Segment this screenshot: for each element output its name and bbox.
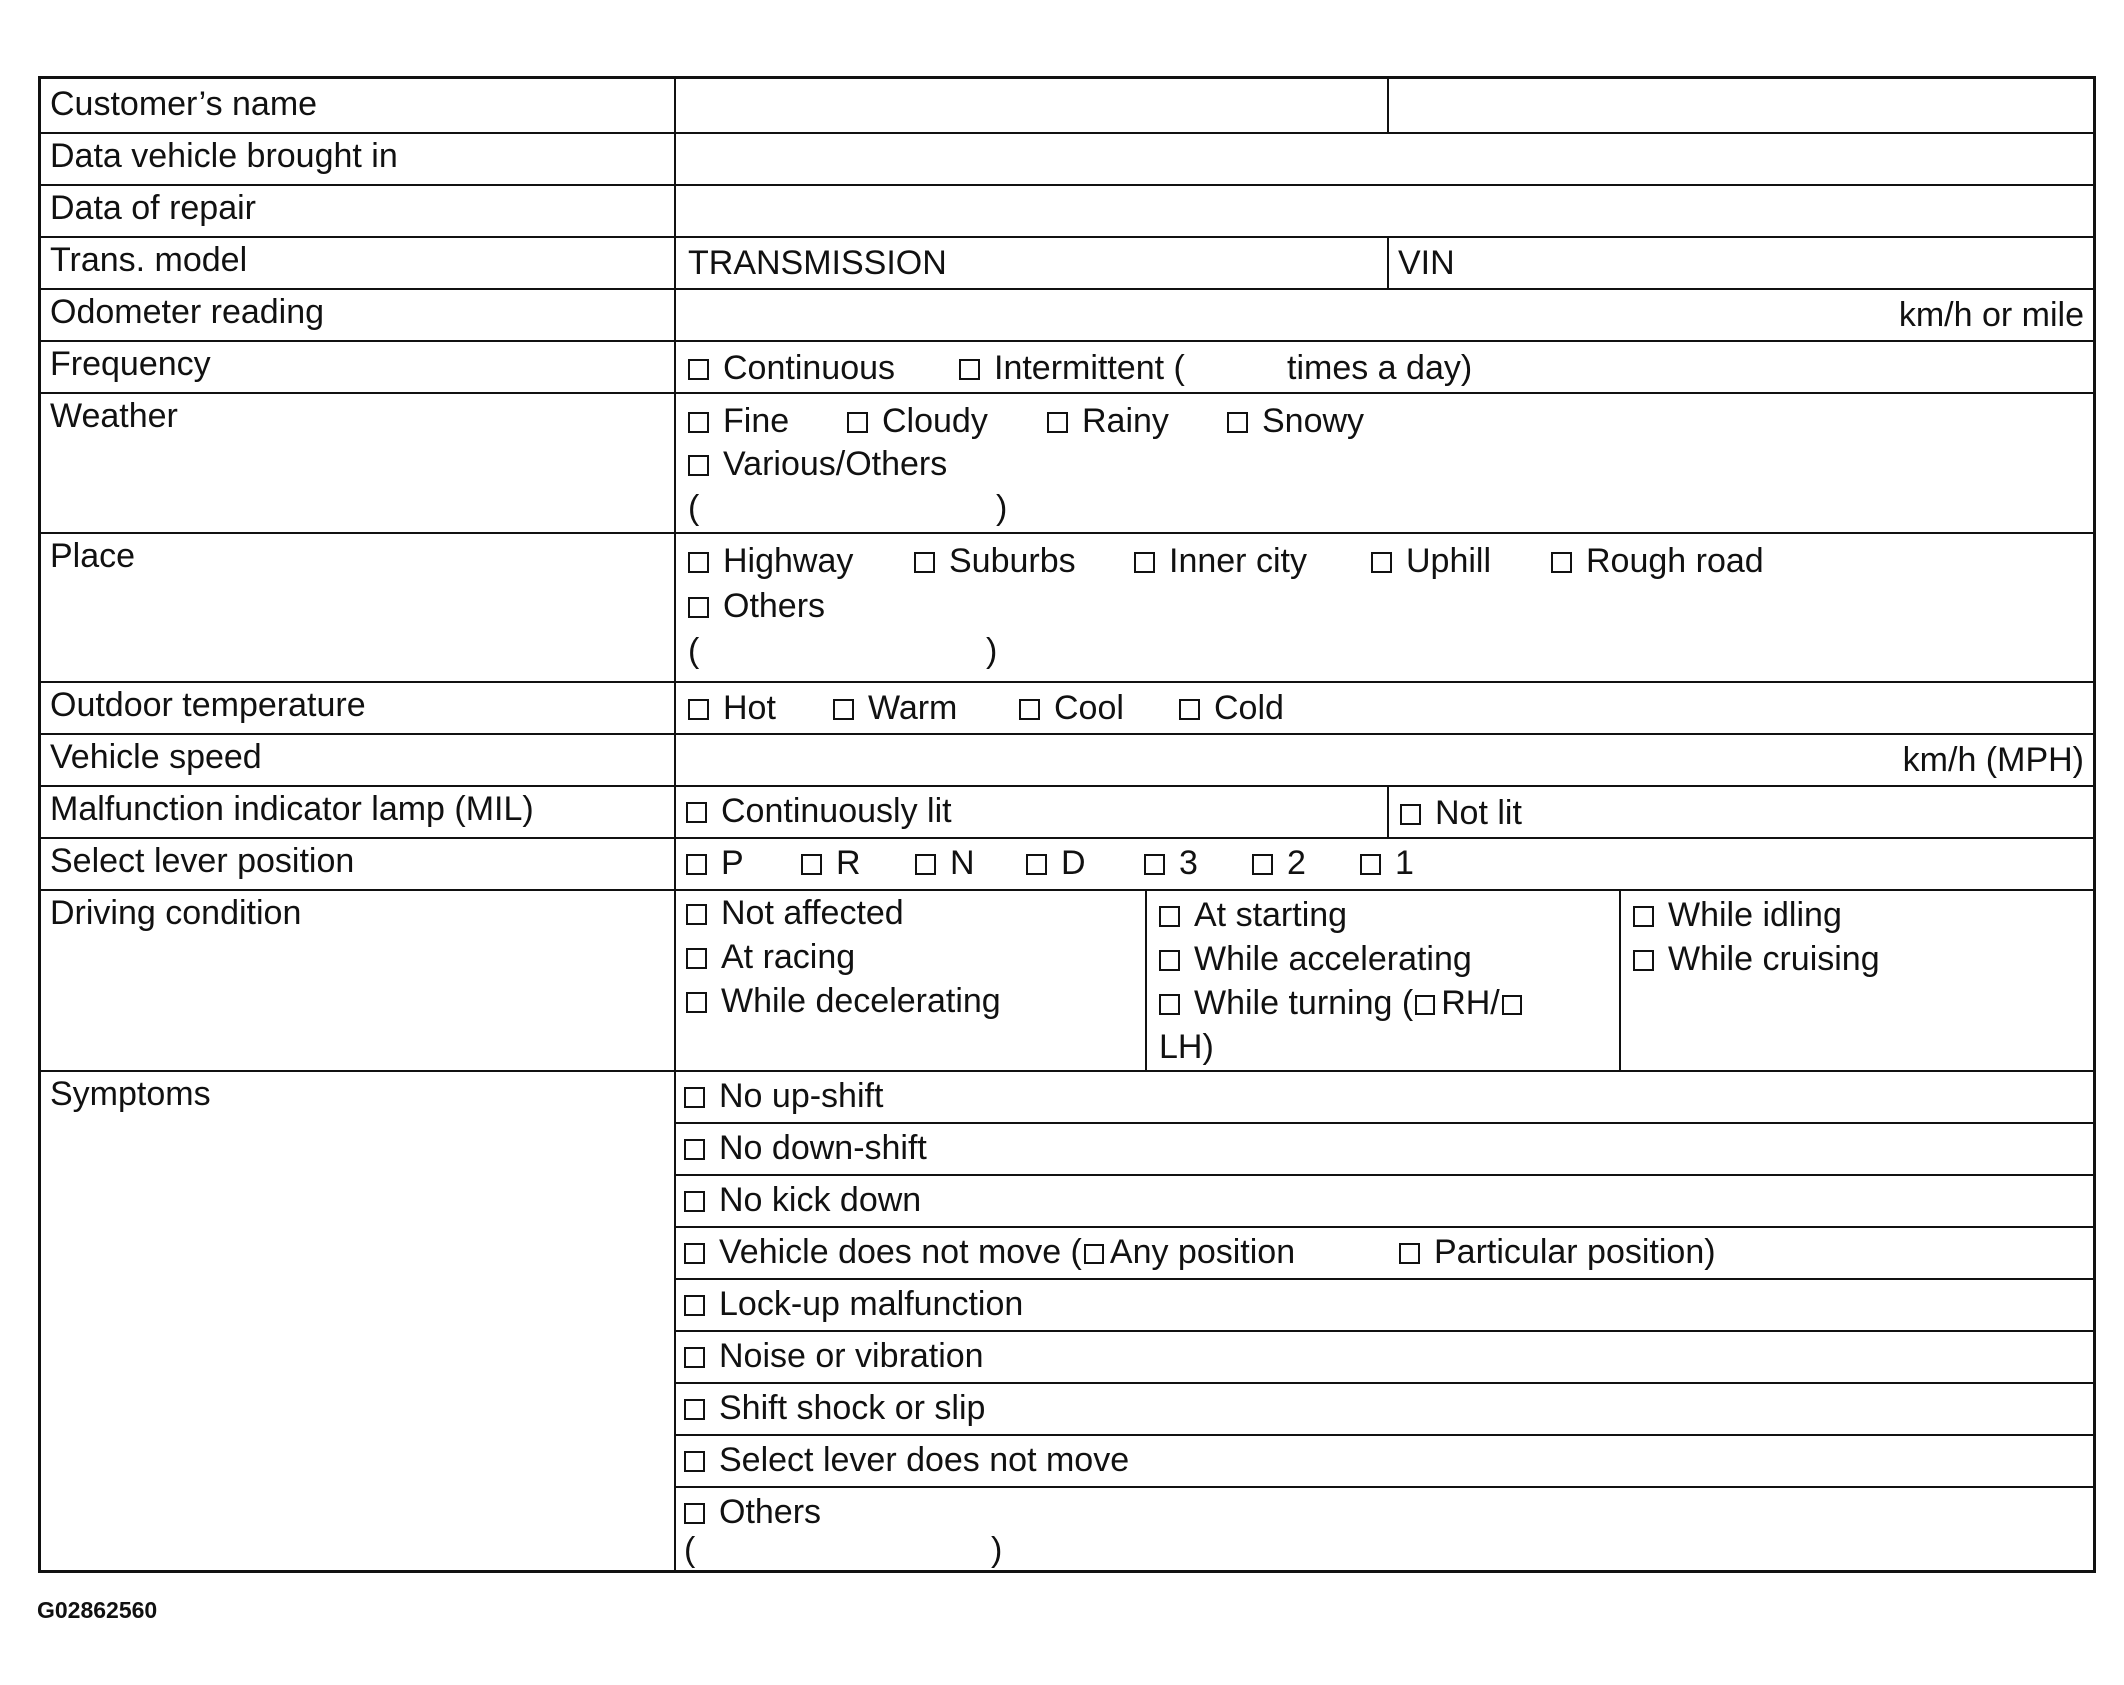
checkbox[interactable] <box>1551 552 1572 573</box>
symptom-other-paren-open: ( <box>684 1531 696 1569</box>
lever-1-option[interactable]: 1 <box>1360 843 1414 883</box>
checkbox[interactable] <box>1371 552 1392 573</box>
driving-col-divider-2 <box>1619 889 1621 1070</box>
row-divider <box>41 1070 2093 1072</box>
checkbox[interactable] <box>688 455 709 476</box>
checkbox[interactable] <box>1179 699 1200 720</box>
frequency-label: Frequency <box>50 345 211 383</box>
place-other-paren-close: ) <box>986 632 998 670</box>
place-uphill-option[interactable]: Uphill <box>1371 541 1491 581</box>
weather-cloudy-option[interactable]: Cloudy <box>847 401 988 441</box>
checkbox[interactable] <box>801 854 822 875</box>
lever-n-option[interactable]: N <box>915 843 975 883</box>
driving-at-starting-option[interactable]: At starting <box>1159 895 1347 935</box>
date-brought-in-label: Data vehicle brought in <box>50 137 398 175</box>
driving-while-cruising-option[interactable]: While cruising <box>1633 939 1880 979</box>
checkbox[interactable] <box>1047 412 1068 433</box>
row-divider <box>41 837 2093 839</box>
driving-condition-label: Driving condition <box>50 894 302 932</box>
place-highway-option[interactable]: Highway <box>688 541 853 581</box>
symptom-shift-shock-option[interactable]: Shift shock or slip <box>684 1388 985 1428</box>
row-divider <box>41 236 2093 238</box>
row-divider <box>41 288 2093 290</box>
trans-model-label: Trans. model <box>50 241 248 279</box>
lever-r-option[interactable]: R <box>801 843 861 883</box>
checkbox[interactable] <box>1399 1243 1420 1264</box>
checkbox[interactable] <box>1144 854 1165 875</box>
weather-fine-option[interactable]: Fine <box>688 401 789 441</box>
vehicle-speed-label: Vehicle speed <box>50 738 262 776</box>
checkbox[interactable] <box>1026 854 1047 875</box>
weather-label: Weather <box>50 397 178 435</box>
mil-label: Malfunction indicator lamp (MIL) <box>50 790 534 828</box>
symptom-row-divider <box>674 1382 2093 1384</box>
temp-cold-option[interactable]: Cold <box>1179 688 1284 728</box>
checkbox[interactable] <box>833 699 854 720</box>
temp-warm-option[interactable]: Warm <box>833 688 957 728</box>
checkbox[interactable] <box>686 904 707 925</box>
driving-while-idling-option[interactable]: While idling <box>1633 895 1842 935</box>
symptom-particular-position-option[interactable]: Particular position) <box>1399 1232 1716 1272</box>
outdoor-temperature-label: Outdoor temperature <box>50 686 366 724</box>
checkbox[interactable] <box>684 1295 705 1316</box>
checkbox[interactable] <box>1159 994 1180 1015</box>
times-a-day-text: times a day) <box>1287 349 1473 387</box>
weather-rainy-option[interactable]: Rainy <box>1047 401 1169 441</box>
checkbox[interactable] <box>959 359 980 380</box>
place-other-paren-open: ( <box>688 632 700 670</box>
checkbox[interactable] <box>684 1243 705 1264</box>
checkbox[interactable] <box>684 1087 705 1108</box>
weather-other-paren-open: ( <box>688 489 700 527</box>
checkbox[interactable] <box>1019 699 1040 720</box>
checkbox[interactable] <box>684 1139 705 1160</box>
checkbox[interactable] <box>686 854 707 875</box>
transmission-field: TRANSMISSION <box>688 244 947 282</box>
symptom-row-divider <box>674 1330 2093 1332</box>
vehicle-speed-unit: km/h (MPH) <box>1902 741 2084 779</box>
checkbox[interactable] <box>1252 854 1273 875</box>
checkbox[interactable] <box>684 1451 705 1472</box>
temp-cool-option[interactable]: Cool <box>1019 688 1124 728</box>
checkbox[interactable] <box>1159 950 1180 971</box>
symptom-row-divider <box>674 1174 2093 1176</box>
row-divider <box>41 733 2093 735</box>
symptom-other-paren-close: ) <box>991 1531 1003 1569</box>
checkbox[interactable] <box>1227 412 1248 433</box>
vin-field-divider <box>1387 236 1389 288</box>
row-divider <box>41 132 2093 134</box>
checkbox[interactable] <box>684 1191 705 1212</box>
row-divider <box>41 785 2093 787</box>
vin-field: VIN <box>1398 244 1455 282</box>
odometer-label: Odometer reading <box>50 293 325 331</box>
weather-other-paren-close: ) <box>996 489 1008 527</box>
label-column-divider <box>674 79 676 1570</box>
symptom-lever-not-move-option[interactable]: Select lever does not move <box>684 1440 1129 1480</box>
row-divider <box>41 681 2093 683</box>
row-divider <box>41 532 2093 534</box>
symptom-others-option[interactable]: Others <box>684 1492 821 1532</box>
checkbox[interactable] <box>684 1347 705 1368</box>
symptom-row-divider <box>674 1434 2093 1436</box>
checkbox[interactable] <box>684 1503 705 1524</box>
checkbox[interactable] <box>915 854 936 875</box>
symptom-no-downshift-option[interactable]: No down-shift <box>684 1128 927 1168</box>
driving-while-turning-option[interactable]: While turning ( RH/ <box>1159 983 1528 1023</box>
checkbox[interactable] <box>688 412 709 433</box>
symptoms-label: Symptoms <box>50 1075 211 1113</box>
checkbox[interactable] <box>914 552 935 573</box>
symptom-row-divider <box>674 1226 2093 1228</box>
checkbox[interactable] <box>688 552 709 573</box>
symptom-lockup-option[interactable]: Lock-up malfunction <box>684 1284 1023 1324</box>
row-divider <box>41 340 2093 342</box>
symptom-no-kickdown-option[interactable]: No kick down <box>684 1180 921 1220</box>
date-of-repair-label: Data of repair <box>50 189 256 227</box>
place-rough-road-option[interactable]: Rough road <box>1551 541 1764 581</box>
mil-continuously-lit-option[interactable]: Continuously lit <box>686 791 952 831</box>
rh-checkbox[interactable] <box>1415 995 1435 1015</box>
row-divider <box>41 392 2093 394</box>
checkbox[interactable] <box>688 699 709 720</box>
place-inner-city-option[interactable]: Inner city <box>1134 541 1307 581</box>
mil-field-divider <box>1387 785 1389 837</box>
symptom-no-move-option[interactable]: Vehicle does not move ( Any position <box>684 1232 1295 1272</box>
temp-hot-option[interactable]: Hot <box>688 688 776 728</box>
driving-while-accelerating-option[interactable]: While accelerating <box>1159 939 1472 979</box>
select-lever-label: Select lever position <box>50 842 355 880</box>
symptom-noise-option[interactable]: Noise or vibration <box>684 1336 984 1376</box>
checkbox[interactable] <box>1360 854 1381 875</box>
checkbox[interactable] <box>847 412 868 433</box>
checkbox[interactable] <box>1400 804 1421 825</box>
row-divider <box>41 889 2093 891</box>
customer-name-label: Customer’s name <box>50 85 318 123</box>
checkbox[interactable] <box>684 1399 705 1420</box>
lever-p-option[interactable]: P <box>686 843 744 883</box>
frequency-continuous-option[interactable]: Continuous <box>688 348 895 388</box>
lh-checkbox[interactable] <box>1502 995 1522 1015</box>
mil-not-lit-option[interactable]: Not lit <box>1400 793 1522 833</box>
weather-snowy-option[interactable]: Snowy <box>1227 401 1364 441</box>
driving-col-divider-1 <box>1145 889 1147 1070</box>
lever-3-option[interactable]: 3 <box>1144 843 1198 883</box>
symptom-no-upshift-option[interactable]: No up-shift <box>684 1076 883 1116</box>
place-label: Place <box>50 537 136 575</box>
any-position-checkbox[interactable] <box>1084 1244 1104 1264</box>
checkbox[interactable] <box>1633 950 1654 971</box>
figure-id: G02862560 <box>37 1597 158 1623</box>
checkbox[interactable] <box>688 597 709 618</box>
checkbox[interactable] <box>686 948 707 969</box>
driving-while-decelerating-option[interactable]: While decelerating <box>686 981 1001 1021</box>
checkbox[interactable] <box>686 802 707 823</box>
diagnostic-worksheet <box>38 76 2096 1573</box>
place-suburbs-option[interactable]: Suburbs <box>914 541 1076 581</box>
name-field-divider <box>1387 79 1389 132</box>
weather-various-option[interactable]: Various/Others <box>688 444 947 484</box>
symptom-row-divider <box>674 1278 2093 1280</box>
place-others-option[interactable]: Others <box>688 586 825 626</box>
lever-2-option[interactable]: 2 <box>1252 843 1306 883</box>
symptom-row-divider <box>674 1486 2093 1488</box>
odometer-unit: km/h or mile <box>1898 296 2084 334</box>
checkbox[interactable] <box>688 359 709 380</box>
lever-d-option[interactable]: D <box>1026 843 1086 883</box>
checkbox[interactable] <box>1633 906 1654 927</box>
frequency-intermittent-option[interactable]: Intermittent ( <box>959 348 1185 388</box>
checkbox[interactable] <box>1159 906 1180 927</box>
row-divider <box>41 184 2093 186</box>
driving-not-affected-option[interactable]: Not affected <box>686 893 904 933</box>
driving-at-racing-option[interactable]: At racing <box>686 937 855 977</box>
checkbox[interactable] <box>1134 552 1155 573</box>
driving-lh-text: LH) <box>1159 1028 1214 1066</box>
symptom-row-divider <box>674 1122 2093 1124</box>
checkbox[interactable] <box>686 992 707 1013</box>
